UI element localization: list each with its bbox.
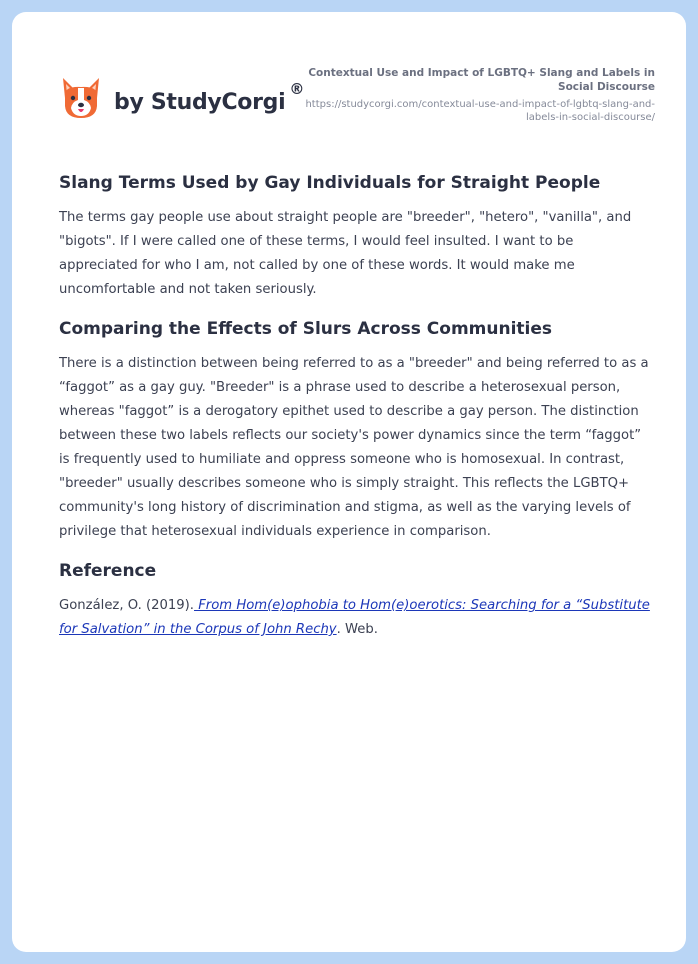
document-page [12, 12, 686, 952]
section-heading: Slang Terms Used by Gay Individuals for Straight People [59, 173, 601, 193]
studycorgi-logo[interactable] [60, 76, 304, 122]
registered-mark: ® [289, 80, 305, 98]
section-heading: Comparing the Effects of Slurs Across Communities [59, 319, 552, 339]
reference-link[interactable]: From Hom(e)ophobia to Hom(e)oerotics: Searching for a “Substitute for Salvation” in the Corpus of John Rechy [59, 598, 650, 637]
section-paragraph: The terms gay people use about straight people are "breeder", "hetero", "vanilla", and "bigots". If I were called one of these terms, I would feel insulted. I want to be appreciated for who I am, not called by one of these words. It would make me uncomfortable and not taken seriously. [59, 210, 632, 297]
reference-author-year: González, O. (2019). [59, 598, 195, 613]
source-info [305, 66, 655, 124]
source-url[interactable]: https://studycorgi.com/contextual-use-and-impact-of-lgbtq-slang-and-labels-in-social-discourse/ [305, 99, 655, 123]
reference-entry [59, 594, 655, 642]
reference-suffix: . Web. [336, 622, 378, 637]
logo-text: by StudyCorgi [114, 89, 286, 115]
source-title: Contextual Use and Impact of LGBTQ+ Slang and Labels in Social Discourse [308, 67, 655, 93]
section-paragraph: There is a distinction between being referred to as a "breeder" and being referred to as a “faggot” as a gay guy. "Breeder" is a phrase used to describe a heterosexual person, whereas "faggot” is a derogatory epithet used to describe a gay person. The distinction between these two labels reflects our society's power dynamics since the term “faggot” is frequently used to humiliate and oppress someone who is homosexual. In contrast, "breeder" usually describes someone who is simply straight. This reflects the LGBTQ+ community's long history of discrimination and stigma, as well as the varying levels of privilege that heterosexual individuals experience in comparison. [59, 356, 649, 539]
corgi-logo-icon [60, 76, 102, 122]
reference-heading: Reference [59, 561, 157, 581]
page-header [12, 12, 686, 132]
document-body [59, 172, 655, 658]
